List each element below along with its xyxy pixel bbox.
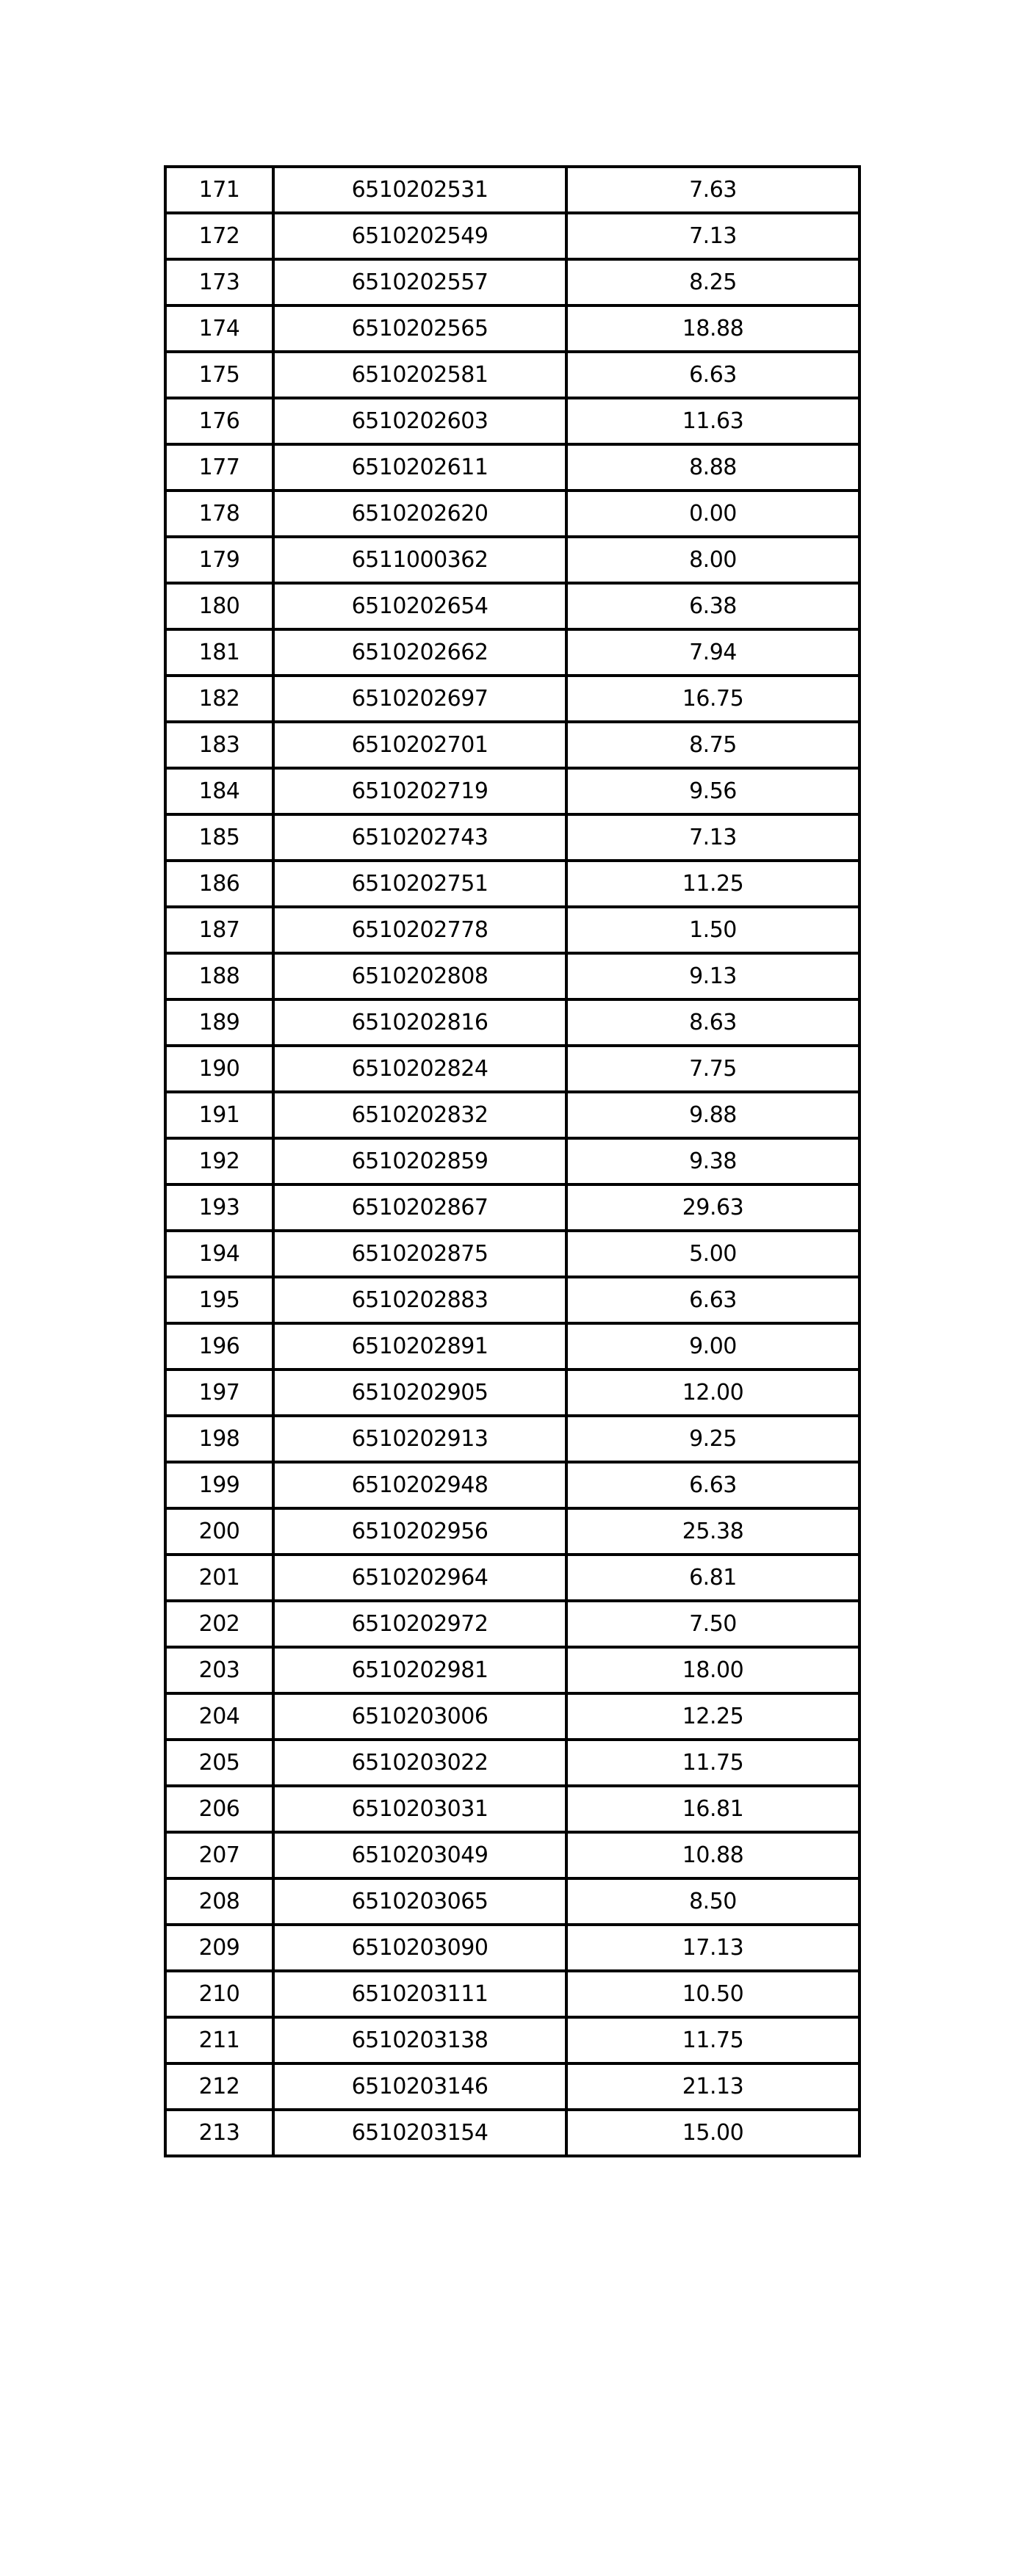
row-number-cell: 174: [165, 305, 273, 352]
score-cell: 9.88: [566, 1092, 859, 1138]
table-row: [165, 1046, 859, 1092]
student-id-cell: 6510202981: [273, 1647, 566, 1693]
table-row: [165, 1832, 859, 1878]
score-cell: 9.00: [566, 1323, 859, 1370]
row-number-cell: 210: [165, 1971, 273, 2017]
score-cell: 7.94: [566, 629, 859, 676]
table-row: [165, 999, 859, 1046]
student-id-cell: 6510202824: [273, 1046, 566, 1092]
score-cell: 25.38: [566, 1508, 859, 1555]
row-number-cell: 187: [165, 907, 273, 953]
student-id-cell: 6510202662: [273, 629, 566, 676]
row-number-cell: 196: [165, 1323, 273, 1370]
score-cell: 9.13: [566, 953, 859, 999]
row-number-cell: 202: [165, 1601, 273, 1647]
table-row: [165, 259, 859, 305]
table-row: [165, 676, 859, 722]
student-id-cell: 6510202581: [273, 352, 566, 398]
student-id-cell: 6510202697: [273, 676, 566, 722]
table-row: [165, 1971, 859, 2017]
score-cell: 15.00: [566, 2110, 859, 2156]
student-id-cell: 6510203031: [273, 1786, 566, 1832]
table-row: [165, 537, 859, 583]
student-id-cell: 6510202972: [273, 1601, 566, 1647]
table-row: [165, 1323, 859, 1370]
row-number-cell: 193: [165, 1184, 273, 1231]
table-row: [165, 722, 859, 768]
student-id-cell: 6510203065: [273, 1878, 566, 1925]
student-id-cell: 6510202883: [273, 1277, 566, 1323]
row-number-cell: 189: [165, 999, 273, 1046]
table-row: [165, 2017, 859, 2063]
student-id-cell: 6510202654: [273, 583, 566, 629]
score-cell: 8.25: [566, 259, 859, 305]
student-id-cell: 6510203138: [273, 2017, 566, 2063]
row-number-cell: 182: [165, 676, 273, 722]
row-number-cell: 206: [165, 1786, 273, 1832]
score-cell: 29.63: [566, 1184, 859, 1231]
row-number-cell: 173: [165, 259, 273, 305]
table-row: [165, 583, 859, 629]
table-row: [165, 1277, 859, 1323]
score-cell: 11.75: [566, 2017, 859, 2063]
student-id-cell: 6510202964: [273, 1555, 566, 1601]
table-row: [165, 213, 859, 259]
row-number-cell: 208: [165, 1878, 273, 1925]
score-cell: 12.25: [566, 1693, 859, 1740]
score-cell: 16.75: [566, 676, 859, 722]
row-number-cell: 185: [165, 814, 273, 861]
student-id-cell: 6510202549: [273, 213, 566, 259]
table-row: [165, 352, 859, 398]
student-id-cell: 6510202816: [273, 999, 566, 1046]
score-cell: 7.75: [566, 1046, 859, 1092]
row-number-cell: 200: [165, 1508, 273, 1555]
row-number-cell: 181: [165, 629, 273, 676]
score-cell: 7.13: [566, 213, 859, 259]
student-id-cell: 6510202531: [273, 167, 566, 213]
score-cell: 6.63: [566, 1277, 859, 1323]
row-number-cell: 204: [165, 1693, 273, 1740]
table-row: [165, 1370, 859, 1416]
score-cell: 8.63: [566, 999, 859, 1046]
student-id-cell: 6510203090: [273, 1925, 566, 1971]
score-cell: 6.38: [566, 583, 859, 629]
score-cell: 18.88: [566, 305, 859, 352]
table-row: [165, 953, 859, 999]
score-cell: 7.50: [566, 1601, 859, 1647]
row-number-cell: 213: [165, 2110, 273, 2156]
table-row: [165, 1740, 859, 1786]
row-number-cell: 190: [165, 1046, 273, 1092]
student-id-cell: 6510203146: [273, 2063, 566, 2110]
score-cell: 12.00: [566, 1370, 859, 1416]
row-number-cell: 175: [165, 352, 273, 398]
student-id-cell: 6510202719: [273, 768, 566, 814]
row-number-cell: 209: [165, 1925, 273, 1971]
score-cell: 16.81: [566, 1786, 859, 1832]
row-number-cell: 184: [165, 768, 273, 814]
student-id-cell: 6510202743: [273, 814, 566, 861]
student-id-cell: 6510202891: [273, 1323, 566, 1370]
score-cell: 6.63: [566, 352, 859, 398]
student-id-cell: 6510202956: [273, 1508, 566, 1555]
row-number-cell: 176: [165, 398, 273, 444]
row-number-cell: 171: [165, 167, 273, 213]
row-number-cell: 198: [165, 1416, 273, 1462]
table-row: [165, 861, 859, 907]
score-cell: 8.00: [566, 537, 859, 583]
score-cell: 0.00: [566, 491, 859, 537]
table-row: [165, 2063, 859, 2110]
table-row: [165, 491, 859, 537]
table-row: [165, 1878, 859, 1925]
table-row: [165, 629, 859, 676]
student-id-cell: 6510202905: [273, 1370, 566, 1416]
student-id-cell: 6510203006: [273, 1693, 566, 1740]
student-id-cell: 6510202565: [273, 305, 566, 352]
score-cell: 5.00: [566, 1231, 859, 1277]
student-id-cell: 6510203049: [273, 1832, 566, 1878]
student-id-cell: 6510202701: [273, 722, 566, 768]
table-row: [165, 1416, 859, 1462]
score-cell: 9.25: [566, 1416, 859, 1462]
row-number-cell: 186: [165, 861, 273, 907]
table-row: [165, 814, 859, 861]
score-cell: 8.50: [566, 1878, 859, 1925]
student-id-cell: 6510202808: [273, 953, 566, 999]
score-cell: 9.38: [566, 1138, 859, 1184]
score-cell: 7.63: [566, 167, 859, 213]
student-id-cell: 6510202875: [273, 1231, 566, 1277]
row-number-cell: 203: [165, 1647, 273, 1693]
row-number-cell: 183: [165, 722, 273, 768]
row-number-cell: 197: [165, 1370, 273, 1416]
row-number-cell: 201: [165, 1555, 273, 1601]
row-number-cell: 192: [165, 1138, 273, 1184]
table-row: [165, 398, 859, 444]
row-number-cell: 199: [165, 1462, 273, 1508]
score-cell: 21.13: [566, 2063, 859, 2110]
table-row: [165, 1138, 859, 1184]
score-table-body: [165, 167, 859, 2156]
score-cell: 9.56: [566, 768, 859, 814]
table-row: [165, 1786, 859, 1832]
table-row: [165, 1925, 859, 1971]
student-id-cell: 6511000362: [273, 537, 566, 583]
student-id-cell: 6510202751: [273, 861, 566, 907]
score-cell: 18.00: [566, 1647, 859, 1693]
student-id-cell: 6510202832: [273, 1092, 566, 1138]
score-table: [164, 165, 861, 2157]
table-row: [165, 305, 859, 352]
table-row: [165, 444, 859, 491]
student-id-cell: 6510202867: [273, 1184, 566, 1231]
score-cell: 10.50: [566, 1971, 859, 2017]
student-id-cell: 6510202948: [273, 1462, 566, 1508]
table-row: [165, 167, 859, 213]
table-row: [165, 907, 859, 953]
row-number-cell: 194: [165, 1231, 273, 1277]
student-id-cell: 6510202620: [273, 491, 566, 537]
table-row: [165, 2110, 859, 2156]
table-row: [165, 1231, 859, 1277]
row-number-cell: 188: [165, 953, 273, 999]
row-number-cell: 178: [165, 491, 273, 537]
table-row: [165, 1184, 859, 1231]
score-cell: 6.63: [566, 1462, 859, 1508]
row-number-cell: 179: [165, 537, 273, 583]
table-row: [165, 1647, 859, 1693]
score-cell: 8.88: [566, 444, 859, 491]
row-number-cell: 172: [165, 213, 273, 259]
table-row: [165, 768, 859, 814]
student-id-cell: 6510202778: [273, 907, 566, 953]
row-number-cell: 195: [165, 1277, 273, 1323]
student-id-cell: 6510202557: [273, 259, 566, 305]
row-number-cell: 205: [165, 1740, 273, 1786]
student-id-cell: 6510203154: [273, 2110, 566, 2156]
row-number-cell: 177: [165, 444, 273, 491]
row-number-cell: 180: [165, 583, 273, 629]
table-row: [165, 1092, 859, 1138]
row-number-cell: 191: [165, 1092, 273, 1138]
score-cell: 1.50: [566, 907, 859, 953]
row-number-cell: 207: [165, 1832, 273, 1878]
student-id-cell: 6510202859: [273, 1138, 566, 1184]
row-number-cell: 211: [165, 2017, 273, 2063]
score-cell: 8.75: [566, 722, 859, 768]
table-row: [165, 1555, 859, 1601]
score-cell: 7.13: [566, 814, 859, 861]
student-id-cell: 6510202913: [273, 1416, 566, 1462]
student-id-cell: 6510202603: [273, 398, 566, 444]
score-cell: 11.75: [566, 1740, 859, 1786]
score-cell: 10.88: [566, 1832, 859, 1878]
student-id-cell: 6510203111: [273, 1971, 566, 2017]
score-cell: 6.81: [566, 1555, 859, 1601]
table-row: [165, 1462, 859, 1508]
row-number-cell: 212: [165, 2063, 273, 2110]
score-cell: 11.25: [566, 861, 859, 907]
table-row: [165, 1508, 859, 1555]
student-id-cell: 6510202611: [273, 444, 566, 491]
student-id-cell: 6510203022: [273, 1740, 566, 1786]
score-cell: 11.63: [566, 398, 859, 444]
score-cell: 17.13: [566, 1925, 859, 1971]
table-row: [165, 1693, 859, 1740]
table-row: [165, 1601, 859, 1647]
